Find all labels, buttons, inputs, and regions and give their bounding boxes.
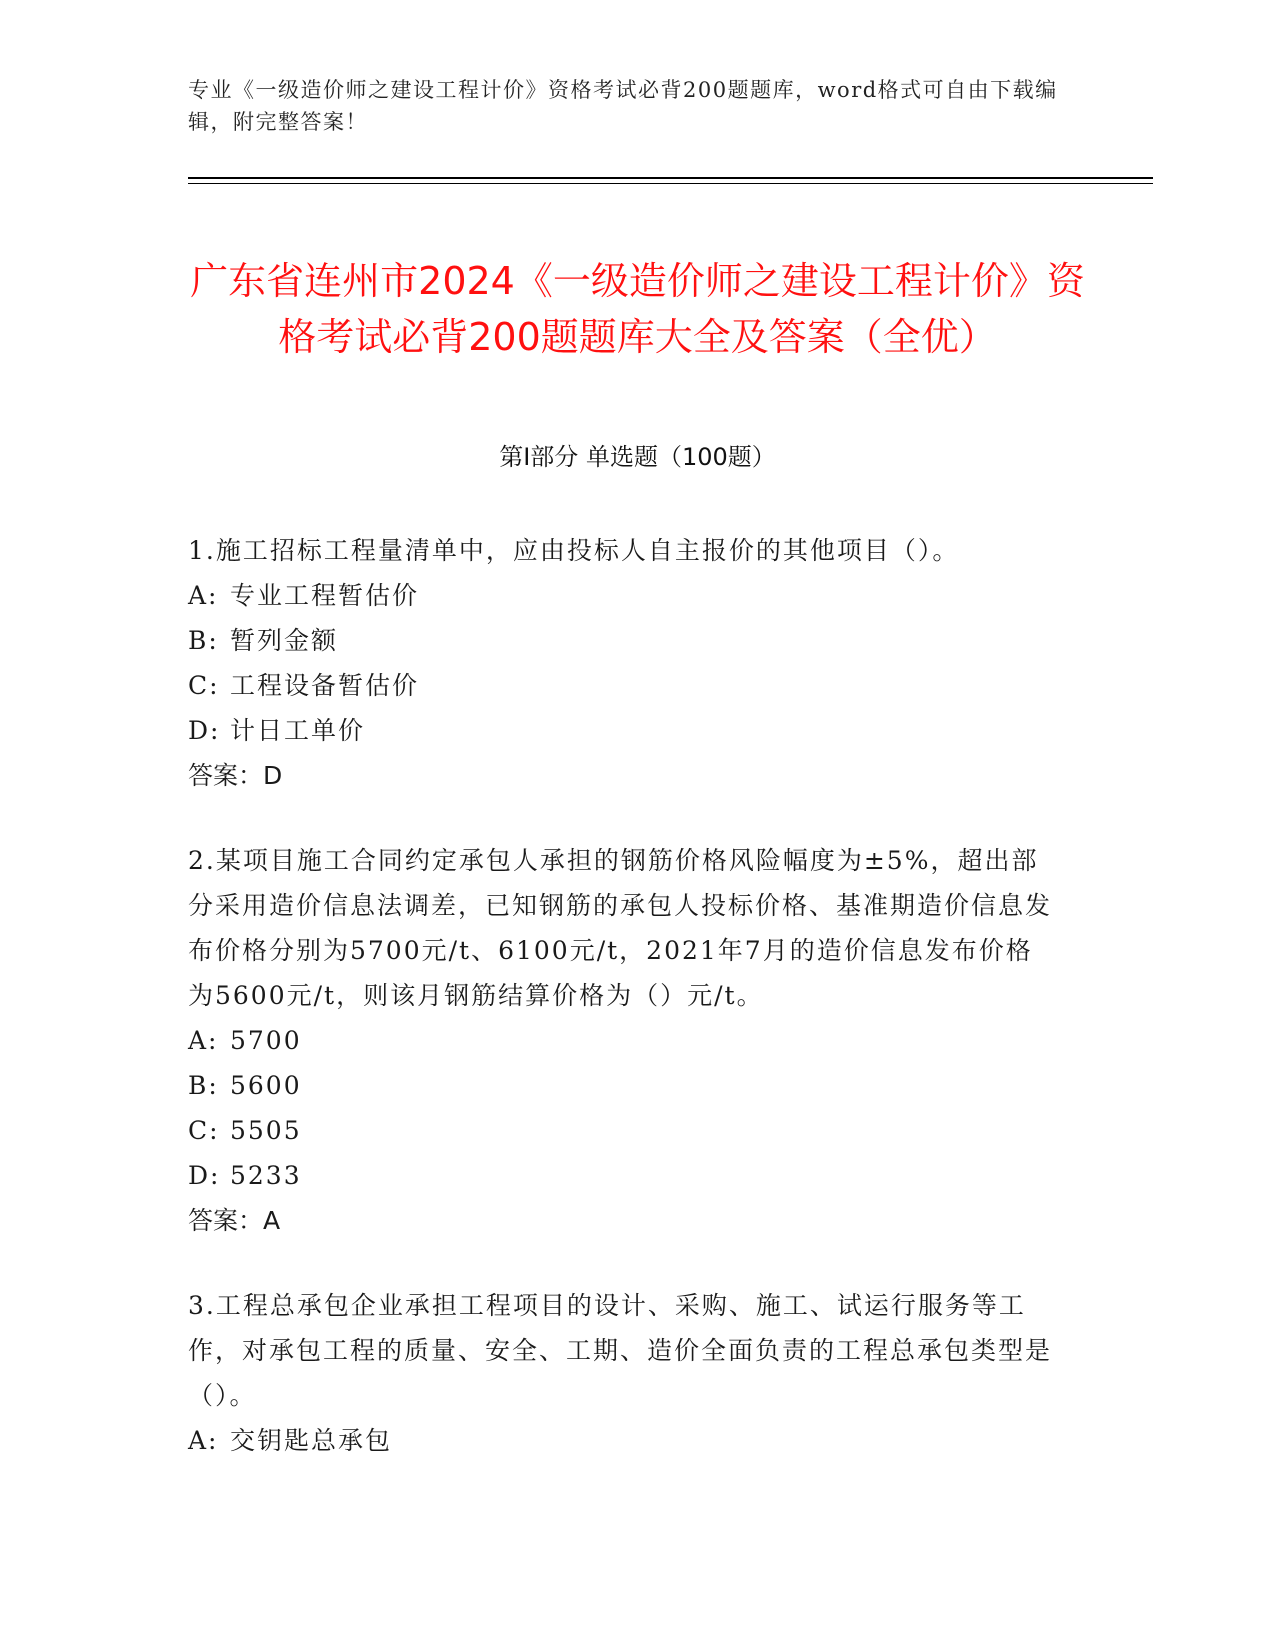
question-stem: 3.工程总承包企业承担工程项目的设计、采购、施工、试运行服务等工作，对承包工程的质量、安全、工期、造价全面负责的工程总承包类型是（）。 [188,1291,1053,1410]
option-a [188,1018,1058,1063]
option-letter: D: [188,1161,221,1190]
section-title: 第I部分 单选题（100题） [499,443,776,471]
option-text: 5700 [230,1026,302,1055]
header-note: 专业《一级造价师之建设工程计价》资格考试必背200题题库，word格式可自由下载编辑，附完整答案！ [188,78,1058,134]
option-letter: B: [188,1071,219,1100]
answer: 答案：A [188,1206,281,1235]
option-d [188,708,1058,753]
option-text: 暂列金额 [230,626,339,655]
option-letter: C: [188,1116,220,1145]
question-list [188,528,1058,1503]
question-1 [188,528,1058,798]
option-letter: A: [188,581,219,610]
document-title: 广东省连州市2024《一级造价师之建设工程计价》资格考试必背200题题库大全及答案（全优） [190,259,1085,360]
option-text: 工程设备暂估价 [230,671,420,700]
option-a [188,573,1058,618]
header-rule-thin [188,183,1153,184]
option-letter: B: [188,626,219,655]
option-text: 5505 [230,1116,302,1145]
option-letter: A: [188,1026,219,1055]
option-c [188,663,1058,708]
question-stem: 2.某项目施工合同约定承包人承担的钢筋价格风险幅度为±5%，超出部分采用造价信息法调差，已知钢筋的承包人投标价格、基准期造价信息发布价格分别为5700元/t、6100元/t，2021年7月的造价信息发布价格为5600元/t，则该月钢筋结算价格为（）元/t。 [188,846,1053,1010]
option-letter: D: [188,716,221,745]
option-b [188,1063,1058,1108]
option-text: 交钥匙总承包 [230,1426,393,1455]
option-text: 5233 [230,1161,302,1190]
option-b [188,618,1058,663]
answer: 答案：D [188,761,283,790]
option-a [188,1418,1058,1463]
option-text: 计日工单价 [230,716,366,745]
option-c [188,1108,1058,1153]
option-letter: A: [188,1426,219,1455]
question-3 [188,1283,1058,1463]
option-letter: C: [188,671,220,700]
option-text: 5600 [230,1071,302,1100]
option-d [188,1153,1058,1198]
option-text: 专业工程暂估价 [230,581,420,610]
question-2 [188,838,1058,1243]
question-stem: 1.施工招标工程量清单中，应由投标人自主报价的其他项目（）。 [188,536,960,565]
header-rule-thick [188,177,1153,179]
